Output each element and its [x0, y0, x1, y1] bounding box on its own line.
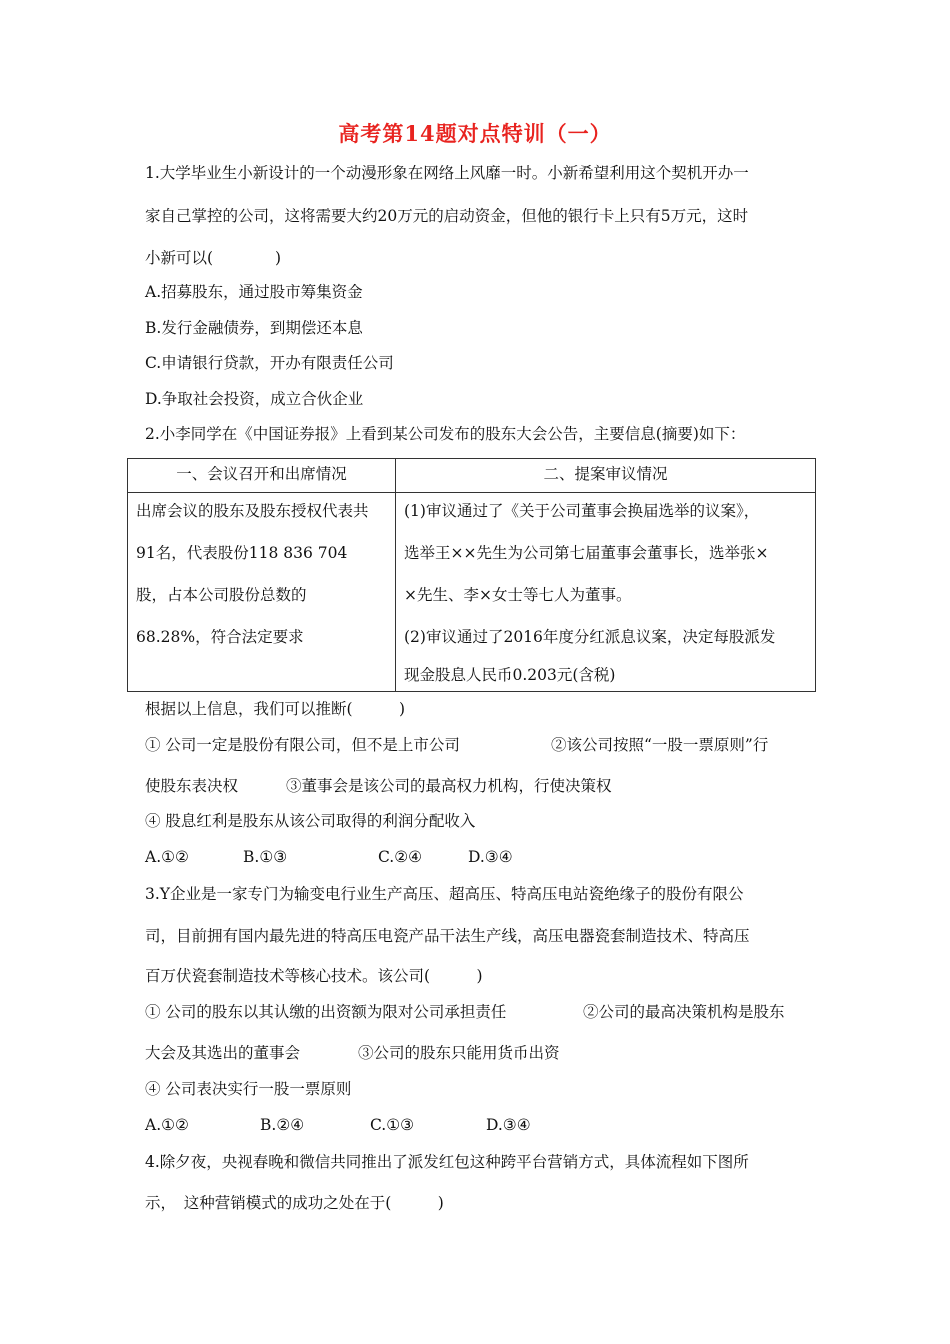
table-cell-right [396, 493, 816, 692]
table-header-right: 二、提案审议情况 [396, 459, 816, 493]
q3-option-b: B.②④ [260, 1116, 305, 1134]
q3-option-a: A.①② [145, 1116, 189, 1134]
q1-option-d: D.争取社会投资，成立合伙企业 [145, 390, 364, 408]
q3-statement-3: ③公司的股东只能用货币出资 [358, 1044, 560, 1062]
q4-line-2: 示， 这种营销模式的成功之处在于( ) [145, 1194, 444, 1212]
page-title: 高考第14题对点特训（一） [338, 121, 612, 146]
q3-option-d: D.③④ [486, 1116, 531, 1134]
q2-option-d: D.③④ [468, 848, 513, 866]
table-cell-left [128, 493, 396, 692]
q2-statement-3: ③董事会是该公司的最高权力机构，行使决策权 [286, 777, 612, 795]
q3-statement-2-cont: 大会及其选出的董事会 [145, 1044, 301, 1062]
left-cell-line: 出席会议的股东及股东授权代表共 [136, 502, 369, 520]
q3-line-3: 百万伏瓷套制造技术等核心技术。该公司( ) [145, 967, 483, 985]
q1-option-c: C.申请银行贷款，开办有限责任公司 [145, 354, 394, 372]
q1-line-3: 小新可以( ) [145, 249, 282, 267]
q2-statement-4: ④ 股息红利是股东从该公司取得的利润分配收入 [145, 812, 476, 830]
right-cell-line: (1)审议通过了《关于公司董事会换届选举的议案》， [404, 502, 760, 520]
q2-intro: 2.小李同学在《中国证券报》上看到某公司发布的股东大会公告，主要信息(摘要)如下： [145, 425, 746, 443]
right-cell-line: ×先生、李×女士等七人为董事。 [404, 586, 632, 604]
q3-line-2: 司，目前拥有国内最先进的特高压电瓷产品干法生产线，高压电器瓷套制造技术、特高压 [145, 927, 750, 945]
left-cell-line: 68.28%，符合法定要求 [136, 628, 304, 646]
right-cell-line: 现金股息人民币0.203元(含税) [404, 666, 616, 684]
q1-line-2: 家自己掌控的公司，这将需要大约20万元的启动资金，但他的银行卡上只有5万元，这时 [145, 207, 749, 225]
notice-table [127, 458, 816, 692]
q2-option-b: B.①③ [243, 848, 288, 866]
left-cell-line: 91名，代表股份118 836 704 [136, 544, 348, 562]
q3-statement-2: ②公司的最高决策机构是股东 [583, 1003, 785, 1021]
q1-option-a: A.招募股东，通过股市筹集资金 [145, 283, 363, 301]
right-cell-line: (2)审议通过了2016年度分红派息议案，决定每股派发 [404, 628, 776, 646]
q2-statement-2-cont: 使股东表决权 [145, 777, 239, 795]
q1-option-b: B.发行金融债券，到期偿还本息 [145, 319, 363, 337]
q4-line-1: 4.除夕夜，央视春晚和微信共同推出了派发红包这种跨平台营销方式，具体流程如下图所 [145, 1153, 749, 1171]
q3-option-c: C.①③ [370, 1116, 415, 1134]
q2-stem: 根据以上信息，我们可以推断( ) [145, 700, 406, 718]
q3-line-1: 3.Y企业是一家专门为输变电行业生产高压、超高压、特高压电站瓷绝缘子的股份有限公 [145, 885, 744, 903]
q2-statement-1: ① 公司一定是股份有限公司，但不是上市公司 [145, 736, 460, 754]
q1-line-1: 1.大学毕业生小新设计的一个动漫形象在网络上风靡一时。小新希望利用这个契机开办一 [145, 164, 749, 182]
right-cell-line: 选举王××先生为公司第七届董事会董事长，选举张× [404, 544, 769, 562]
q3-statement-1: ① 公司的股东以其认缴的出资额为限对公司承担责任 [145, 1003, 507, 1021]
q2-option-a: A.①② [145, 848, 189, 866]
q3-statement-4: ④ 公司表决实行一股一票原则 [145, 1080, 352, 1098]
left-cell-line: 股，占本公司股份总数的 [136, 586, 307, 604]
q2-statement-2: ②该公司按照“一股一票原则”行 [551, 736, 769, 754]
q2-option-c: C.②④ [378, 848, 423, 866]
table-header-left: 一、会议召开和出席情况 [128, 459, 396, 493]
